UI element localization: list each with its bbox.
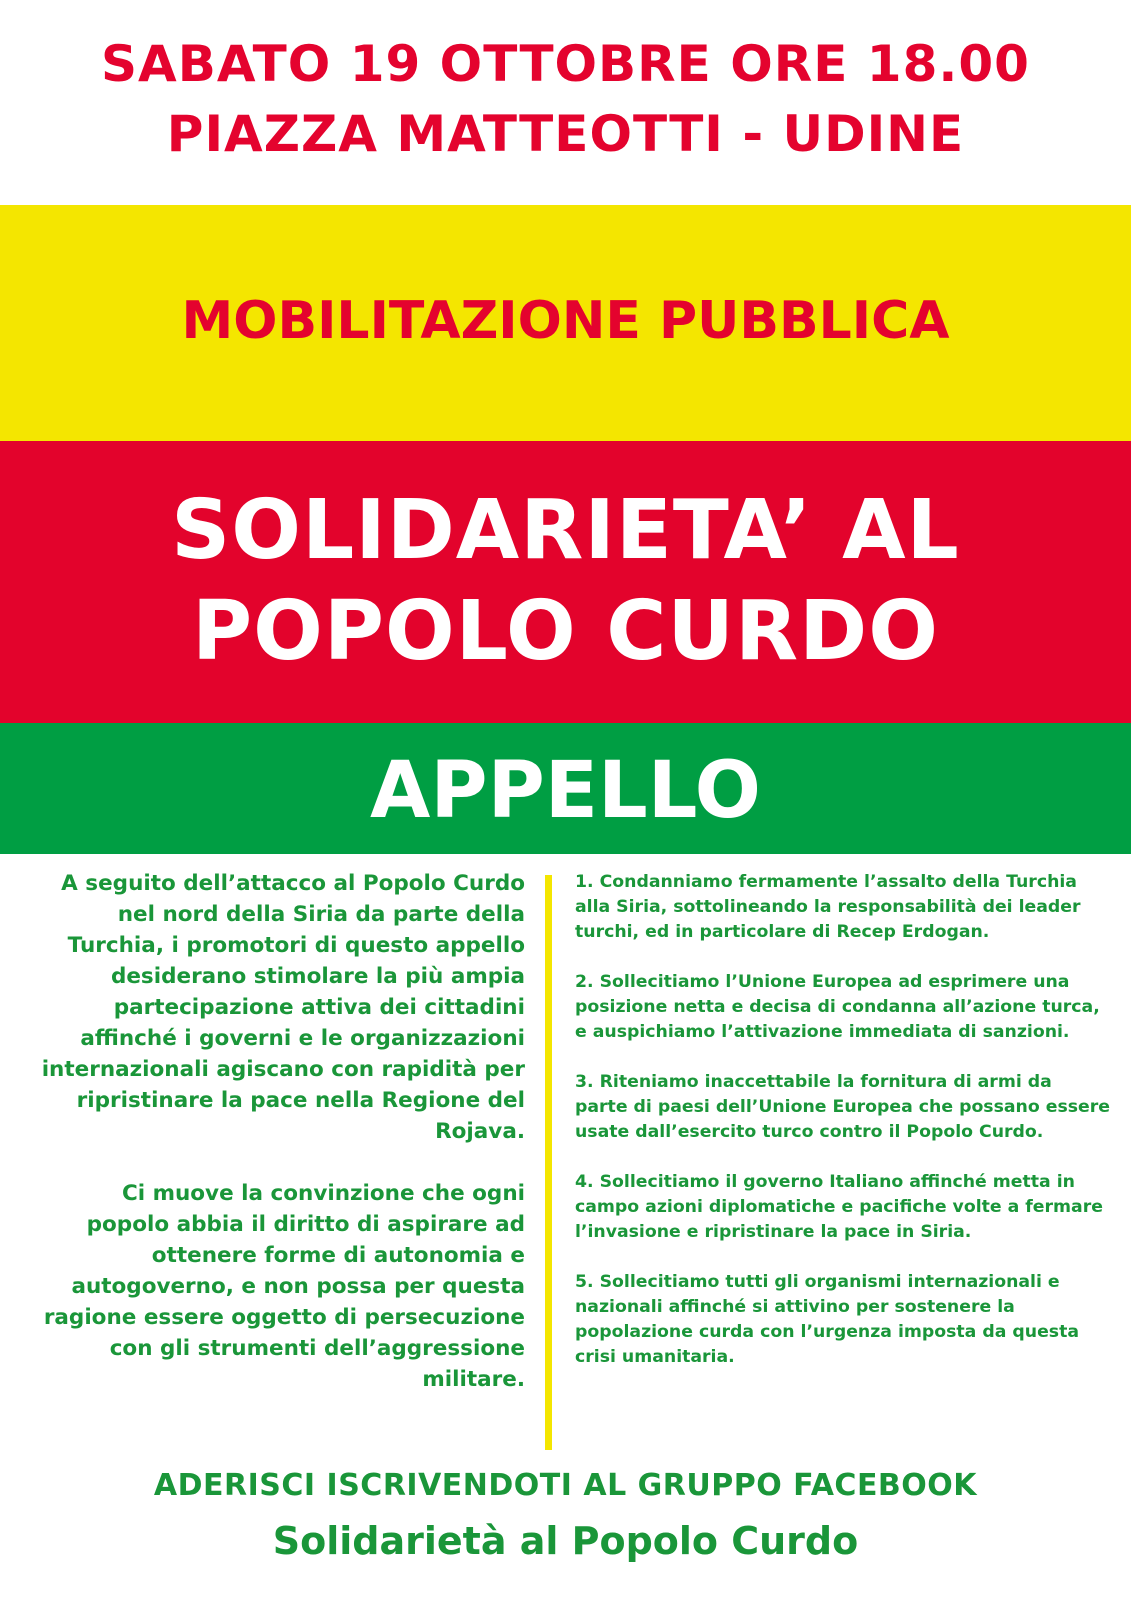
column-divider xyxy=(545,875,552,1450)
appeal-intro-column xyxy=(40,868,525,1426)
appeal-point-1: 1. Condanniamo fermamente l’assalto della Turchia alla Siria, sottolineando la responsabilità dei leader turchi, ed in particolare di Recep Erdogan. xyxy=(575,872,1081,942)
yellow-band xyxy=(0,205,1131,441)
appeal-point-5: 5. Sollecitiamo tutti gli organismi internazionali e nazionali affinché si attivino per sostenere la popolazione curda con l’urgenza imposta da questa crisi umanitaria. xyxy=(575,1272,1080,1367)
main-title-line1: SOLIDARIETA’ AL xyxy=(171,483,960,578)
appeal-title: APPELLO xyxy=(370,746,761,836)
mobilization-title: MOBILITAZIONE PUBBLICA xyxy=(181,291,950,351)
appeal-point-2: 2. Sollecitiamo l’Unione Europea ad esprimere una posizione netta e decisa di condanna all’azione turca, e auspichiamo l’attivazione immediata di sanzioni. xyxy=(575,972,1100,1042)
appeal-paragraph-1: A seguito dell’attacco al Popolo Curdo nel nord della Siria da parte della Turchia, i promotori di questo appello desiderano stimolare la più ampia partecipazione attiva dei cittadini affinché i governi e le organizzazioni internazionali agiscano con rapidità per ripristinare la pace nella Regione del Rojava. xyxy=(41,871,525,1144)
appeal-point-4: 4. Sollecitiamo il governo Italiano affinché metta in campo azioni diplomatiche e pacifiche volte a fermare l’invasione e ripristinare la pace in Siria. xyxy=(575,1172,1103,1242)
appeal-paragraph-2: Ci muove la convinzione che ogni popolo abbia il diritto di aspirare ad ottenere forme di autonomia e autogoverno, e non possa per questa ragione essere oggetto di persecuzione con gli strumenti dell’aggressione militare. xyxy=(43,1181,525,1392)
event-date-time: SABATO 19 OTTOBRE ORE 18.00 xyxy=(101,35,1030,93)
main-title-line2: POPOLO CURDO xyxy=(192,584,939,679)
red-band xyxy=(0,441,1131,723)
green-band xyxy=(0,723,1131,854)
facebook-group-name: Solidarietà al Popolo Curdo xyxy=(272,1519,859,1563)
appeal-points-column xyxy=(575,870,1110,1395)
event-header xyxy=(0,0,1131,205)
appeal-point-3: 3. Riteniamo inaccettabile la fornitura di armi da parte di paesi dell’Unione Europea che possano essere usate dall’esercito turco contro il Popolo Curdo. xyxy=(575,1072,1110,1142)
event-location: PIAZZA MATTEOTTI - UDINE xyxy=(166,105,965,163)
facebook-call-to-action: ADERISCI ISCRIVENDOTI AL GRUPPO FACEBOOK xyxy=(153,1468,978,1503)
